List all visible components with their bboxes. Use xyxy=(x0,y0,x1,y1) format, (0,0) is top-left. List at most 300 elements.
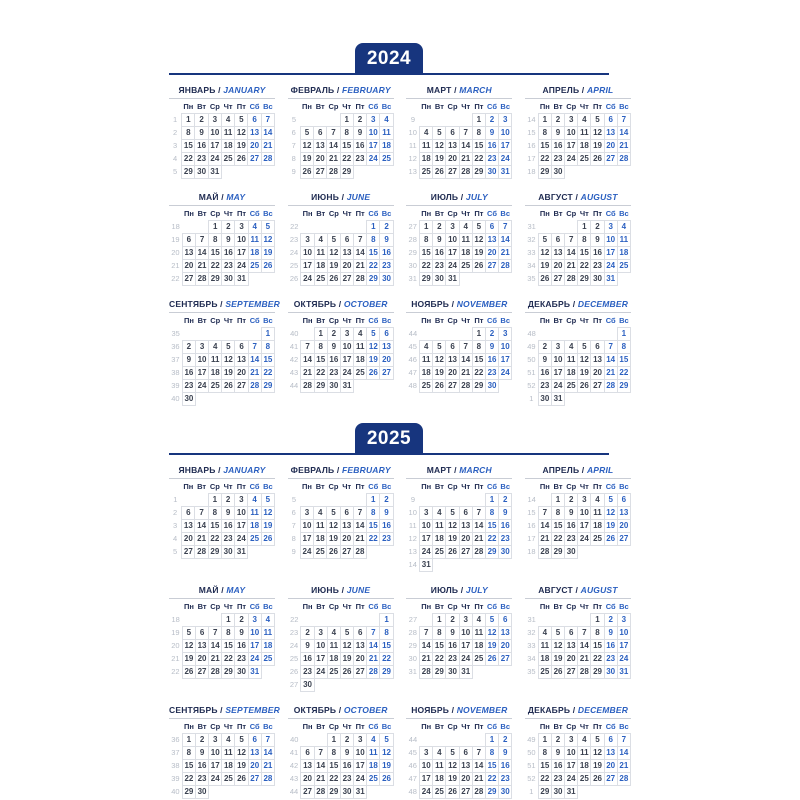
empty-cell xyxy=(261,166,274,179)
week-row xyxy=(525,153,631,166)
week-number: 44 xyxy=(408,329,418,338)
month-grid xyxy=(169,481,275,559)
day-cell: 28 xyxy=(367,666,380,679)
day-cell: 28 xyxy=(499,260,512,273)
empty-cell xyxy=(327,614,340,627)
week-row xyxy=(288,747,394,760)
month-grid xyxy=(288,481,394,559)
day-cell: 7 xyxy=(459,127,472,140)
week-number: 9 xyxy=(410,495,416,504)
month-title-separator: / xyxy=(339,585,347,595)
day-cell: 12 xyxy=(446,520,459,533)
empty-cell xyxy=(300,114,313,127)
week-row xyxy=(525,747,631,760)
empty-cell xyxy=(367,679,380,692)
month-title-separator: / xyxy=(572,585,581,595)
day-cell: 1 xyxy=(485,494,498,507)
week-number: 33 xyxy=(527,641,536,650)
day-cell: 10 xyxy=(300,520,313,533)
week-number: 5 xyxy=(291,495,297,504)
month-name-ru: АВГУСТ xyxy=(538,585,573,595)
day-cell: 17 xyxy=(314,653,327,666)
week-number: 27 xyxy=(289,680,299,689)
weekday-header: Ср xyxy=(447,209,458,218)
day-cell: 13 xyxy=(340,247,353,260)
day-cell: 15 xyxy=(551,520,564,533)
empty-cell xyxy=(591,328,604,341)
day-cell: 3 xyxy=(617,614,630,627)
month-grid-body xyxy=(288,114,394,179)
day-cell: 13 xyxy=(248,127,261,140)
day-cell: 19 xyxy=(182,653,195,666)
day-cell: 18 xyxy=(433,533,446,546)
day-cell: 1 xyxy=(420,221,433,234)
month-name-ru: ИЮЛЬ xyxy=(430,585,459,595)
day-cell: 25 xyxy=(327,666,340,679)
day-cell: 17 xyxy=(499,140,512,153)
day-cell: 20 xyxy=(235,367,248,380)
day-cell: 19 xyxy=(591,760,604,773)
weekday-header: Вс xyxy=(619,209,629,218)
week-number: 16 xyxy=(527,141,536,150)
day-cell: 29 xyxy=(472,380,485,393)
month-grid xyxy=(288,208,394,286)
week-number: 13 xyxy=(408,167,417,176)
empty-cell xyxy=(472,559,485,572)
week-row xyxy=(288,260,394,273)
day-cell: 16 xyxy=(446,640,459,653)
week-number: 7 xyxy=(291,141,296,150)
empty-cell xyxy=(301,614,314,627)
week-row xyxy=(288,234,394,247)
day-cell: 17 xyxy=(248,640,261,653)
month-title xyxy=(169,705,281,719)
week-number: 35 xyxy=(527,274,536,283)
day-cell: 30 xyxy=(380,273,393,286)
week-row xyxy=(288,786,394,799)
day-cell: 21 xyxy=(472,773,485,786)
day-cell: 17 xyxy=(340,354,353,367)
day-cell: 31 xyxy=(340,380,353,393)
day-cell: 1 xyxy=(433,614,446,627)
day-cell: 12 xyxy=(472,234,485,247)
month-grid-head xyxy=(406,315,512,328)
week-number: 30 xyxy=(408,654,417,663)
day-cell: 8 xyxy=(578,234,591,247)
month-title-separator: / xyxy=(458,585,466,595)
week-row xyxy=(288,679,394,692)
empty-cell xyxy=(354,221,367,234)
day-cell: 29 xyxy=(367,273,380,286)
day-cell: 16 xyxy=(380,247,393,260)
week-row xyxy=(169,393,275,406)
day-cell: 11 xyxy=(248,234,261,247)
month-december-2025 xyxy=(525,705,631,799)
month-name-ru: ИЮЛЬ xyxy=(430,192,459,202)
empty-cell xyxy=(551,221,564,234)
weekday-header-row xyxy=(169,481,275,494)
empty-cell xyxy=(248,273,261,286)
day-cell: 10 xyxy=(340,341,353,354)
week-row xyxy=(169,166,275,179)
month-name-ru: ОКТЯБРЬ xyxy=(293,299,337,309)
day-cell: 25 xyxy=(380,153,393,166)
week-row xyxy=(525,614,631,627)
day-cell: 23 xyxy=(499,773,512,786)
weekday-header: Вт xyxy=(434,722,444,732)
day-cell: 26 xyxy=(235,773,248,786)
weekday-header: Чт xyxy=(461,209,471,218)
day-cell: 16 xyxy=(380,520,393,533)
week-row xyxy=(288,653,394,666)
month-name-ru: ДЕКАБРЬ xyxy=(527,299,571,309)
month-grid-body xyxy=(288,614,394,692)
weekday-header-row xyxy=(525,481,631,494)
month-grid-body xyxy=(525,494,631,559)
empty-cell xyxy=(485,666,498,679)
month-august-2024 xyxy=(525,192,631,286)
day-cell: 5 xyxy=(433,341,446,354)
week-row xyxy=(169,627,275,640)
day-cell: 3 xyxy=(565,734,578,747)
week-column-header xyxy=(288,101,301,114)
weekday-header: Пн xyxy=(183,482,194,492)
month-grid-head xyxy=(288,721,394,734)
day-cell: 4 xyxy=(314,507,327,520)
weekday-header: Сб xyxy=(605,602,616,611)
day-cell: 7 xyxy=(261,734,274,747)
week-number: 14 xyxy=(527,495,536,504)
weekday-header: Вт xyxy=(553,316,563,326)
day-cell: 30 xyxy=(340,786,353,799)
day-cell: 11 xyxy=(578,127,591,140)
day-cell: 6 xyxy=(591,341,604,354)
day-cell: 21 xyxy=(327,153,340,166)
day-cell: 3 xyxy=(551,341,564,354)
month-grid-body xyxy=(406,614,512,679)
day-cell: 25 xyxy=(538,666,551,679)
week-column-header xyxy=(406,601,419,614)
day-cell: 2 xyxy=(380,221,393,234)
day-cell: 5 xyxy=(578,341,591,354)
day-cell: 24 xyxy=(446,260,459,273)
week-row xyxy=(169,247,275,260)
day-cell: 22 xyxy=(314,367,327,380)
day-cell: 10 xyxy=(420,760,433,773)
day-cell: 14 xyxy=(261,127,274,140)
day-cell: 24 xyxy=(604,260,617,273)
weekday-header-row xyxy=(288,721,394,734)
week-column-header xyxy=(525,481,538,494)
day-cell: 26 xyxy=(551,666,564,679)
day-cell: 11 xyxy=(221,127,234,140)
day-cell: 4 xyxy=(221,114,234,127)
week-row xyxy=(406,666,512,679)
weekday-header: Сб xyxy=(249,316,260,326)
day-cell: 10 xyxy=(248,627,261,640)
day-cell: 29 xyxy=(340,166,353,179)
week-row xyxy=(525,760,631,773)
day-cell: 11 xyxy=(314,247,327,260)
weekday-header: Пн xyxy=(421,602,432,612)
weekday-header: Пт xyxy=(355,482,365,492)
week-row xyxy=(525,494,631,507)
day-cell: 20 xyxy=(301,773,314,786)
week-number: 39 xyxy=(171,381,180,390)
day-cell: 10 xyxy=(446,234,459,247)
week-row xyxy=(406,640,512,653)
year-section-2025 xyxy=(169,423,631,799)
week-row xyxy=(406,627,512,640)
month-december-2024 xyxy=(525,299,631,406)
weekday-header: Ср xyxy=(566,316,577,326)
week-row xyxy=(288,328,394,341)
day-cell: 1 xyxy=(367,221,380,234)
day-cell: 22 xyxy=(380,653,393,666)
week-row xyxy=(525,520,631,533)
day-cell: 16 xyxy=(301,653,314,666)
day-cell: 27 xyxy=(340,546,353,559)
month-grid-head xyxy=(288,481,394,494)
week-number: 10 xyxy=(408,128,417,137)
weekday-header-row xyxy=(169,101,275,114)
day-cell: 11 xyxy=(591,507,604,520)
month-grid xyxy=(406,208,512,286)
day-cell: 19 xyxy=(235,760,248,773)
weekday-header: Пт xyxy=(355,209,365,219)
day-cell: 26 xyxy=(604,533,617,546)
day-cell: 10 xyxy=(499,341,512,354)
week-row xyxy=(169,221,275,234)
day-cell: 24 xyxy=(420,546,433,559)
day-cell: 15 xyxy=(433,640,446,653)
week-number: 5 xyxy=(173,547,178,556)
month-january-2025 xyxy=(169,465,275,559)
day-cell: 9 xyxy=(301,640,314,653)
day-cell: 5 xyxy=(327,234,340,247)
day-cell: 14 xyxy=(565,247,578,260)
day-cell: 1 xyxy=(538,734,551,747)
empty-cell xyxy=(327,114,340,127)
day-cell: 26 xyxy=(182,666,195,679)
week-column-header xyxy=(406,208,419,221)
week-number: 46 xyxy=(408,355,417,364)
day-cell: 1 xyxy=(578,221,591,234)
week-number: 3 xyxy=(173,521,178,530)
weekday-header: Пт xyxy=(474,316,484,325)
day-cell: 14 xyxy=(248,354,261,367)
day-cell: 2 xyxy=(301,627,314,640)
day-cell: 20 xyxy=(340,533,353,546)
week-number: 1 xyxy=(529,787,534,796)
month-grid-head xyxy=(288,208,394,221)
week-row xyxy=(525,273,631,286)
empty-cell xyxy=(420,494,433,507)
day-cell: 25 xyxy=(578,773,591,786)
day-cell: 7 xyxy=(420,627,433,640)
weekday-header: Сб xyxy=(249,482,260,491)
month-grid xyxy=(525,481,631,559)
day-cell: 19 xyxy=(261,247,274,260)
empty-cell xyxy=(261,273,274,286)
weekday-header: Пт xyxy=(237,602,247,611)
weekday-header: Пт xyxy=(592,209,603,218)
weekday-header: Вс xyxy=(500,102,510,111)
day-cell: 28 xyxy=(195,546,208,559)
empty-cell xyxy=(604,786,617,799)
month-title-separator: / xyxy=(336,299,344,309)
day-cell: 16 xyxy=(591,247,604,260)
day-cell: 16 xyxy=(485,354,498,367)
day-cell: 12 xyxy=(327,520,340,533)
week-row xyxy=(288,247,394,260)
week-row xyxy=(406,367,512,380)
week-row xyxy=(406,127,512,140)
empty-cell xyxy=(195,614,208,627)
day-cell: 7 xyxy=(604,341,617,354)
week-number: 48 xyxy=(408,787,417,796)
weekday-header: Пт xyxy=(474,482,484,492)
week-column-header xyxy=(288,481,301,494)
day-cell: 1 xyxy=(367,494,380,507)
day-cell: 27 xyxy=(604,773,617,786)
day-cell: 6 xyxy=(248,734,261,747)
week-number: 19 xyxy=(171,628,180,637)
weekday-header: Сб xyxy=(487,602,497,611)
day-cell: 30 xyxy=(235,666,248,679)
day-cell: 22 xyxy=(591,653,604,666)
day-cell: 5 xyxy=(222,341,235,354)
week-number: 43 xyxy=(289,368,299,377)
day-cell: 14 xyxy=(538,520,551,533)
day-cell: 28 xyxy=(261,773,274,786)
weekday-header: Ср xyxy=(566,722,577,731)
week-number: 52 xyxy=(527,774,536,783)
day-cell: 25 xyxy=(472,653,485,666)
weekday-header: Пт xyxy=(592,602,603,611)
weekday-header-row xyxy=(525,601,631,614)
weekday-header: Сб xyxy=(368,722,379,731)
month-name-ru: НОЯБРЬ xyxy=(411,705,450,715)
day-cell: 5 xyxy=(367,328,380,341)
week-number: 6 xyxy=(291,128,296,137)
day-cell: 27 xyxy=(565,666,578,679)
empty-cell xyxy=(314,221,327,234)
month-title xyxy=(288,465,394,479)
week-column-header xyxy=(525,101,538,114)
weekday-header: Пн xyxy=(302,482,312,492)
day-cell: 11 xyxy=(261,627,274,640)
week-number: 43 xyxy=(289,774,299,783)
month-name-en: MAY xyxy=(226,585,246,595)
day-cell: 11 xyxy=(538,640,551,653)
day-cell: 19 xyxy=(222,367,235,380)
day-cell: 5 xyxy=(182,627,195,640)
day-cell: 29 xyxy=(182,786,195,799)
week-number: 29 xyxy=(408,641,417,650)
day-cell: 12 xyxy=(235,127,248,140)
day-cell: 31 xyxy=(235,273,248,286)
day-cell: 2 xyxy=(195,734,208,747)
month-title xyxy=(406,192,512,206)
weekday-header: Пт xyxy=(474,102,484,111)
day-cell: 3 xyxy=(420,747,433,760)
weekday-header: Пт xyxy=(355,602,365,612)
month-name-ru: СЕНТЯБРЬ xyxy=(169,299,218,309)
day-cell: 7 xyxy=(195,234,208,247)
week-row xyxy=(169,380,275,393)
day-cell: 10 xyxy=(208,127,221,140)
month-name-ru: ДЕКАБРЬ xyxy=(527,705,571,715)
weekday-header: Пт xyxy=(592,316,603,326)
day-cell: 16 xyxy=(340,760,353,773)
day-cell: 29 xyxy=(617,380,630,393)
day-cell: 10 xyxy=(578,507,591,520)
week-row xyxy=(525,247,631,260)
day-cell: 2 xyxy=(604,614,617,627)
day-cell: 27 xyxy=(459,786,472,799)
week-column-header xyxy=(169,315,182,328)
week-number: 24 xyxy=(289,248,299,257)
day-cell: 26 xyxy=(327,546,340,559)
month-july-2024 xyxy=(406,192,512,286)
day-cell: 23 xyxy=(565,533,578,546)
day-cell: 14 xyxy=(314,760,327,773)
day-cell: 13 xyxy=(604,127,617,140)
empty-cell xyxy=(420,734,433,747)
day-cell: 20 xyxy=(380,354,393,367)
week-number: 17 xyxy=(527,534,536,543)
day-cell: 20 xyxy=(248,760,261,773)
month-grid-head xyxy=(525,101,631,114)
day-cell: 26 xyxy=(578,380,591,393)
empty-cell xyxy=(209,614,222,627)
empty-cell xyxy=(551,328,564,341)
empty-cell xyxy=(327,221,340,234)
day-cell: 12 xyxy=(551,640,564,653)
day-cell: 26 xyxy=(485,653,498,666)
day-cell: 26 xyxy=(367,367,380,380)
day-cell: 8 xyxy=(222,627,235,640)
day-cell: 10 xyxy=(195,354,208,367)
day-cell: 4 xyxy=(248,494,261,507)
month-name-ru: МАЙ xyxy=(198,585,219,595)
day-cell: 13 xyxy=(182,247,195,260)
empty-cell xyxy=(472,494,485,507)
week-row xyxy=(169,773,275,786)
day-cell: 25 xyxy=(354,367,367,380)
day-cell: 11 xyxy=(459,234,472,247)
day-cell: 8 xyxy=(538,747,551,760)
empty-cell xyxy=(235,166,248,179)
week-number: 28 xyxy=(408,628,417,637)
day-cell: 20 xyxy=(182,533,195,546)
month-grid-body xyxy=(288,221,394,286)
week-row xyxy=(525,546,631,559)
weekday-header: Вс xyxy=(263,102,273,111)
week-row xyxy=(169,533,275,546)
month-name-en: AUGUST xyxy=(580,585,618,595)
empty-cell xyxy=(565,221,578,234)
empty-cell xyxy=(538,328,551,341)
day-cell: 5 xyxy=(591,114,604,127)
day-cell: 9 xyxy=(446,627,459,640)
day-cell: 1 xyxy=(222,614,235,627)
month-title-separator: / xyxy=(449,705,457,715)
week-row xyxy=(288,380,394,393)
day-cell: 12 xyxy=(367,341,380,354)
day-cell: 8 xyxy=(340,127,353,140)
